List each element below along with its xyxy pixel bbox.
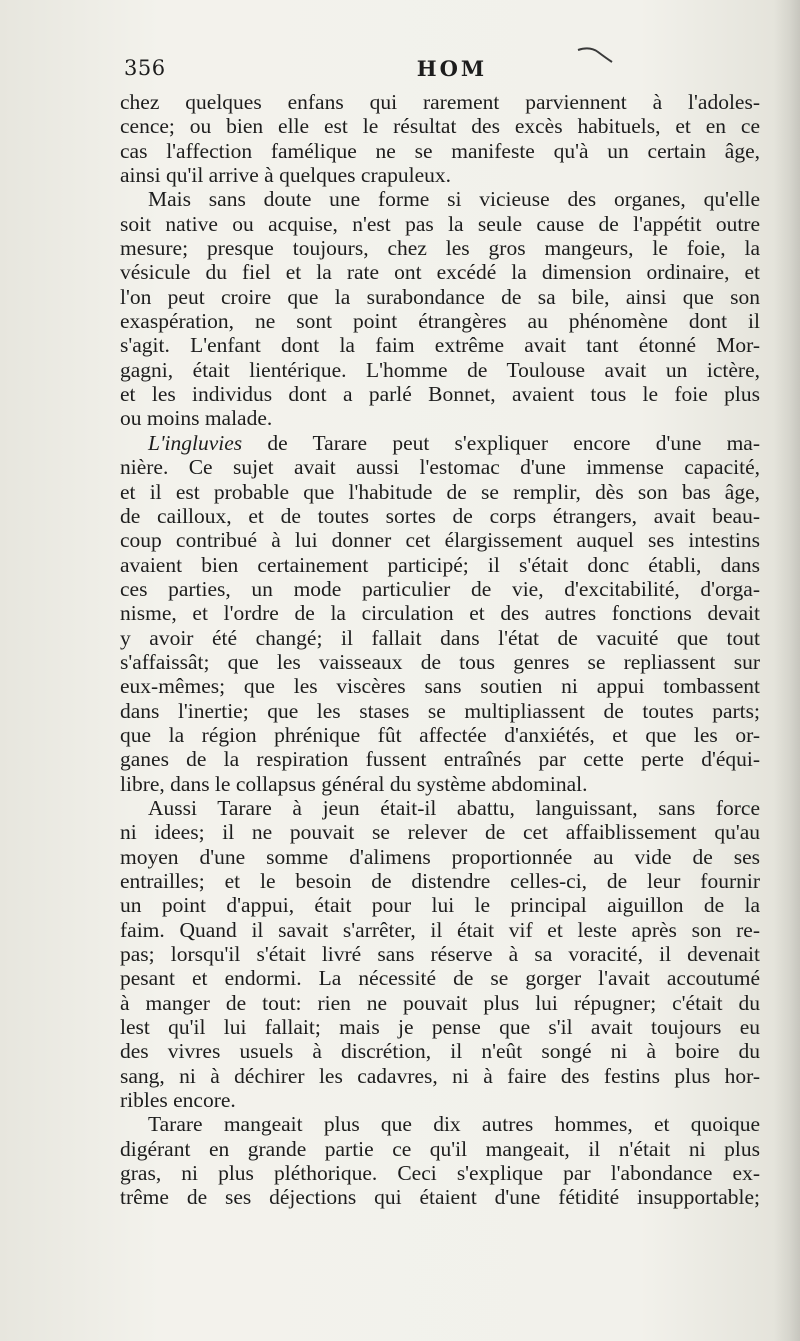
line-text: des vivres usuels à discrétion, il n'eût songé ni à boire du [120, 1039, 760, 1064]
line-text: libre, dans le collapsus général du système abdominal. [120, 771, 588, 796]
line-text: pesant et endormi. La nécessité de se gorger l'avait accoutumé [120, 966, 760, 991]
line-text: dans l'inertie; que les stases se multipliassent de toutes parts; [120, 698, 760, 723]
text-line [120, 90, 760, 114]
text-line [120, 431, 760, 455]
line-text: de cailloux, et de toutes sortes de corps étrangers, avait beau- [120, 503, 760, 528]
text-line [120, 333, 760, 357]
text-line [120, 723, 760, 747]
line-text: s'agit. L'enfant dont la faim extrême avait tant étonné Mor- [120, 333, 760, 358]
text-line [120, 966, 760, 990]
line-text: à manger de tout: rien ne pouvait plus lui répugner; c'était du [120, 990, 760, 1015]
text-line [120, 893, 760, 917]
line-text: digérant en grande partie ce qu'il mangeait, il n'était ni plus [120, 1136, 760, 1161]
line-text: s'affaissât; que les vaisseaux de tous genres se repliassent sur [120, 649, 760, 674]
text-line [120, 601, 760, 625]
text-line [120, 285, 760, 309]
line-text: Aussi Tarare à jeun était-il abattu, languissant, sans force [148, 795, 760, 820]
text-line [120, 650, 760, 674]
page-header [124, 56, 760, 86]
text-line [120, 1039, 760, 1063]
text-line [120, 699, 760, 723]
page-number: 356 [124, 56, 166, 80]
text-line [120, 1185, 760, 1209]
text-line [120, 1015, 760, 1039]
text-line [120, 212, 760, 236]
text-line [120, 187, 760, 211]
line-text: ou moins malade. [120, 406, 273, 431]
line-text: de Tarare peut s'expliquer encore d'une ma- [242, 430, 760, 455]
line-text: y avoir été changé; il fallait dans l'état de vacuité que tout [120, 625, 760, 650]
line-text: et les individus dont a parlé Bonnet, avaient tous le foie plus [120, 382, 760, 407]
text-line [120, 163, 760, 187]
line-text: nière. Ce sujet avait aussi l'estomac d'une immense capacité, [120, 455, 760, 480]
text-line [120, 309, 760, 333]
line-text: lest qu'il lui fallait; mais je pense que s'il avait toujours eu [120, 1015, 760, 1040]
text-line [120, 674, 760, 698]
text-line [120, 869, 760, 893]
line-text: nisme, et l'ordre de la circulation et des autres fonctions devait [120, 601, 760, 626]
line-text: ni idees; il ne pouvait se relever de cet affaiblissement qu'au [120, 820, 760, 845]
text-line [120, 358, 760, 382]
text-line [120, 991, 760, 1015]
text-line [120, 747, 760, 771]
text-line [120, 406, 760, 430]
line-text: Tarare mangeait plus que dix autres hommes, et quoique [148, 1112, 760, 1137]
text-line [120, 260, 760, 284]
line-text: chez quelques enfans qui rarement parviennent à l'adoles- [120, 90, 760, 114]
line-text: gagni, était lientérique. L'homme de Toulouse avait un ictère, [120, 357, 760, 382]
line-text: mesure; presque toujours, chez les gros mangeurs, le foie, la [120, 236, 760, 261]
line-text: trême de ses déjections qui étaient d'une fétidité insupportable; [120, 1185, 760, 1210]
line-text: soit native ou acquise, n'est pas la seule cause de l'appétit outre [120, 211, 760, 236]
line-text: entrailles; et le besoin de distendre celles-ci, de leur fournir [120, 869, 760, 893]
line-text: un point d'appui, était pour lui le principal aiguillon de la [120, 893, 760, 918]
italic-term: L'ingluvies [148, 430, 243, 455]
text-line [120, 1137, 760, 1161]
text-line [120, 626, 760, 650]
ink-mark [576, 46, 616, 66]
text-line [120, 382, 760, 406]
text-line [120, 139, 760, 163]
text-line [120, 772, 760, 796]
text-line [120, 1112, 760, 1136]
line-text: vésicule du fiel et la rate ont excédé la dimension ordinaire, et [120, 260, 760, 285]
line-text: cas l'affection famélique ne se manifeste qu'à un certain âge, [120, 138, 760, 163]
text-line [120, 236, 760, 260]
page-edge-shadow [774, 0, 800, 1341]
text-line [120, 918, 760, 942]
line-text: ainsi qu'il arrive à quelques crapuleux. [120, 163, 452, 188]
text-line [120, 480, 760, 504]
text-line [120, 820, 760, 844]
text-line [120, 845, 760, 869]
text-line [120, 528, 760, 552]
line-text: exaspération, ne sont point étrangères au phénomène dont il [120, 309, 760, 334]
running-head: HOM [416, 56, 488, 81]
text-line [120, 1161, 760, 1185]
text-line [120, 1088, 760, 1112]
body-text [120, 90, 760, 1210]
line-text: ganes de la respiration fussent entraînés par cette perte d'équi- [120, 747, 760, 772]
line-text: avaient bien certainement participé; il s'était donc établi, dans [120, 552, 760, 577]
line-text: cence; ou bien elle est le résultat des excès habituels, et en ce [120, 114, 760, 139]
text-line [120, 942, 760, 966]
text-line [120, 577, 760, 601]
text-line [120, 553, 760, 577]
text-line [120, 114, 760, 138]
line-text: coup contribué à lui donner cet élargissement auquel ses intestins [120, 528, 760, 553]
line-text: eux-mêmes; que les viscères sans soutien ni appui tombassent [120, 674, 760, 699]
line-text: ribles encore. [120, 1088, 236, 1113]
text-line [120, 455, 760, 479]
text-line [120, 504, 760, 528]
line-text: faim. Quand il savait s'arrêter, il était vif et leste après son re- [120, 917, 760, 942]
text-line [120, 796, 760, 820]
line-text: ces parties, un mode particulier de vie, d'excitabilité, d'orga- [120, 576, 760, 601]
line-text: pas; lorsqu'il s'était livré sans réserve à sa voracité, il devenait [120, 942, 760, 967]
line-text: gras, ni plus pléthorique. Ceci s'explique par l'abondance ex- [120, 1161, 760, 1186]
line-text: l'on peut croire que la surabondance de sa bile, ainsi que son [120, 284, 760, 309]
line-text: sang, ni à déchirer les cadavres, ni à faire des festins plus hor- [120, 1063, 760, 1088]
line-text: Mais sans doute une forme si vicieuse des organes, qu'elle [148, 187, 760, 212]
line-text: moyen d'une somme d'alimens proportionnée au vide de ses [120, 844, 760, 869]
line-text: que la région phrénique fût affectée d'anxiétés, et que les or- [120, 722, 760, 747]
line-text: et il est probable que l'habitude de se remplir, dès son bas âge, [120, 479, 760, 504]
text-line [120, 1064, 760, 1088]
